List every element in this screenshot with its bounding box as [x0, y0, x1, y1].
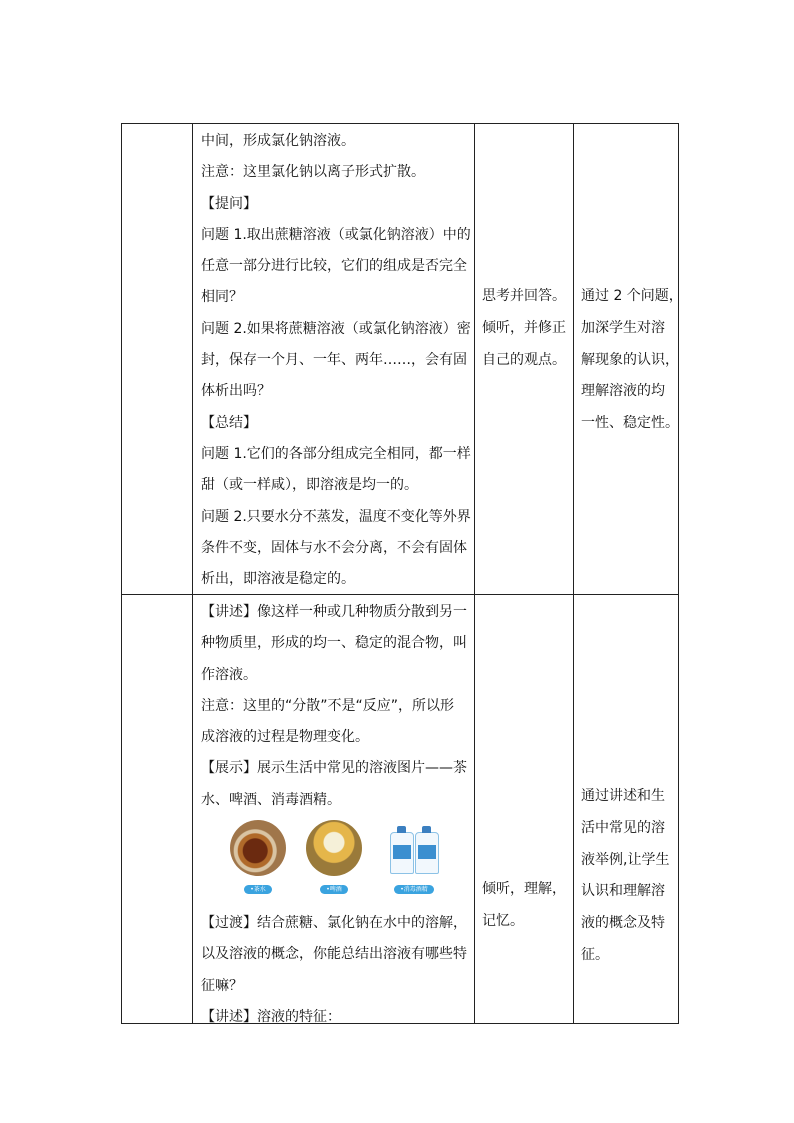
student-activity-line: 记忆。: [482, 912, 524, 929]
stage-cell: [122, 595, 193, 1024]
content-line: 种物质里，形成的均一、稳定的混合物，叫: [201, 635, 467, 652]
content-line: 问题 2.只要水分不蒸发，温度不变化等外界: [201, 508, 471, 525]
content-line: 甜（或一样咸），即溶液是均一的。: [201, 477, 418, 494]
content-line: 注意：这里的“分散”不是“反应”，所以形: [201, 697, 455, 714]
content-line: 问题 1.它们的各部分组成完全相同，都一样: [201, 445, 471, 462]
purpose-line: 活中常见的溶: [581, 819, 665, 836]
purpose-line: 理解溶液的均: [581, 383, 665, 400]
content-line: 【展示】展示生活中常见的溶液图片——茶: [201, 760, 467, 777]
content-line: 以及溶液的概念，你能总结出溶液有哪些特: [201, 946, 467, 963]
teaching-content-cell: [193, 124, 475, 595]
content-line: 【讲述】溶液的特征：: [201, 1008, 341, 1025]
content-line: 水、啤酒、消毒酒精。: [201, 791, 341, 808]
student-activity-line: 思考并回答。: [482, 288, 566, 304]
student-activity-line: 倾听，并修正: [482, 319, 566, 336]
content-line: 【提问】: [201, 195, 257, 212]
purpose-line: 液举例,让学生: [581, 851, 670, 868]
content-line: 封，保存一个月、一年、两年……，会有固: [201, 352, 467, 369]
photo-caption: •啤酒: [320, 885, 348, 894]
design-purpose-cell: [574, 124, 683, 595]
content-line: 【总结】: [201, 414, 257, 431]
bottle-icon: [390, 832, 414, 874]
lesson-plan-table: [121, 123, 683, 1025]
tea-image: [230, 820, 286, 876]
purpose-line: 通过 2 个问题，: [581, 288, 683, 304]
content-line: 作溶液。: [201, 666, 257, 683]
photo-caption: •茶水: [244, 885, 272, 894]
alcohol-photo: [385, 820, 443, 895]
purpose-line: 解现象的认识，: [581, 351, 679, 368]
beer-image: [306, 820, 362, 876]
content-line: 注意：这里氯化钠以离子形式扩散。: [201, 164, 425, 181]
content-line: 问题 1.取出蔗糖溶液（或氯化钠溶液）中的: [201, 226, 471, 243]
content-line: 【过渡】结合蔗糖、氯化钠在水中的溶解，: [201, 915, 467, 932]
tea-photo: [229, 820, 287, 895]
purpose-line: 一性、稳定性。: [581, 415, 679, 432]
content-line: 征嘛？: [201, 977, 243, 994]
table-row: [122, 124, 679, 595]
student-activity-cell: [475, 124, 574, 595]
content-line: 析出，即溶液是稳定的。: [201, 571, 355, 588]
content-line: 成溶液的过程是物理变化。: [201, 729, 369, 746]
teaching-content-cell: [193, 595, 475, 1024]
table-row: [122, 595, 679, 1024]
purpose-line: 液的概念及特: [581, 915, 665, 932]
content-line: 相同？: [201, 289, 243, 306]
student-activity-cell: [475, 595, 574, 1024]
design-purpose-cell: [574, 595, 679, 1024]
purpose-line: 通过讲述和生: [581, 788, 665, 804]
stage-cell: [122, 124, 193, 595]
student-activity-line: 自己的观点。: [482, 351, 566, 368]
content-line: 条件不变，固体与水不会分离，不会有固体: [201, 539, 467, 556]
content-line: 【讲述】像这样一种或几种物质分散到另一: [201, 604, 467, 620]
solution-photos: [201, 816, 474, 908]
photo-caption: •消毒酒精: [394, 885, 434, 894]
content-line: 任意一部分进行比较，它们的组成是否完全: [201, 258, 467, 275]
content-line: 问题 2.如果将蔗糖溶液（或氯化钠溶液）密: [201, 320, 471, 337]
beer-photo: [305, 820, 363, 895]
purpose-line: 征。: [581, 946, 609, 963]
bottle-icon: [415, 832, 439, 874]
alcohol-bottles-image: [386, 820, 442, 876]
content-line: 体析出吗？: [201, 383, 271, 400]
purpose-line: 加深学生对溶: [581, 319, 665, 336]
purpose-line: 认识和理解溶: [581, 883, 665, 900]
content-line: 中间，形成氯化钠溶液。: [201, 133, 355, 149]
student-activity-line: 倾听，理解，: [482, 881, 566, 897]
